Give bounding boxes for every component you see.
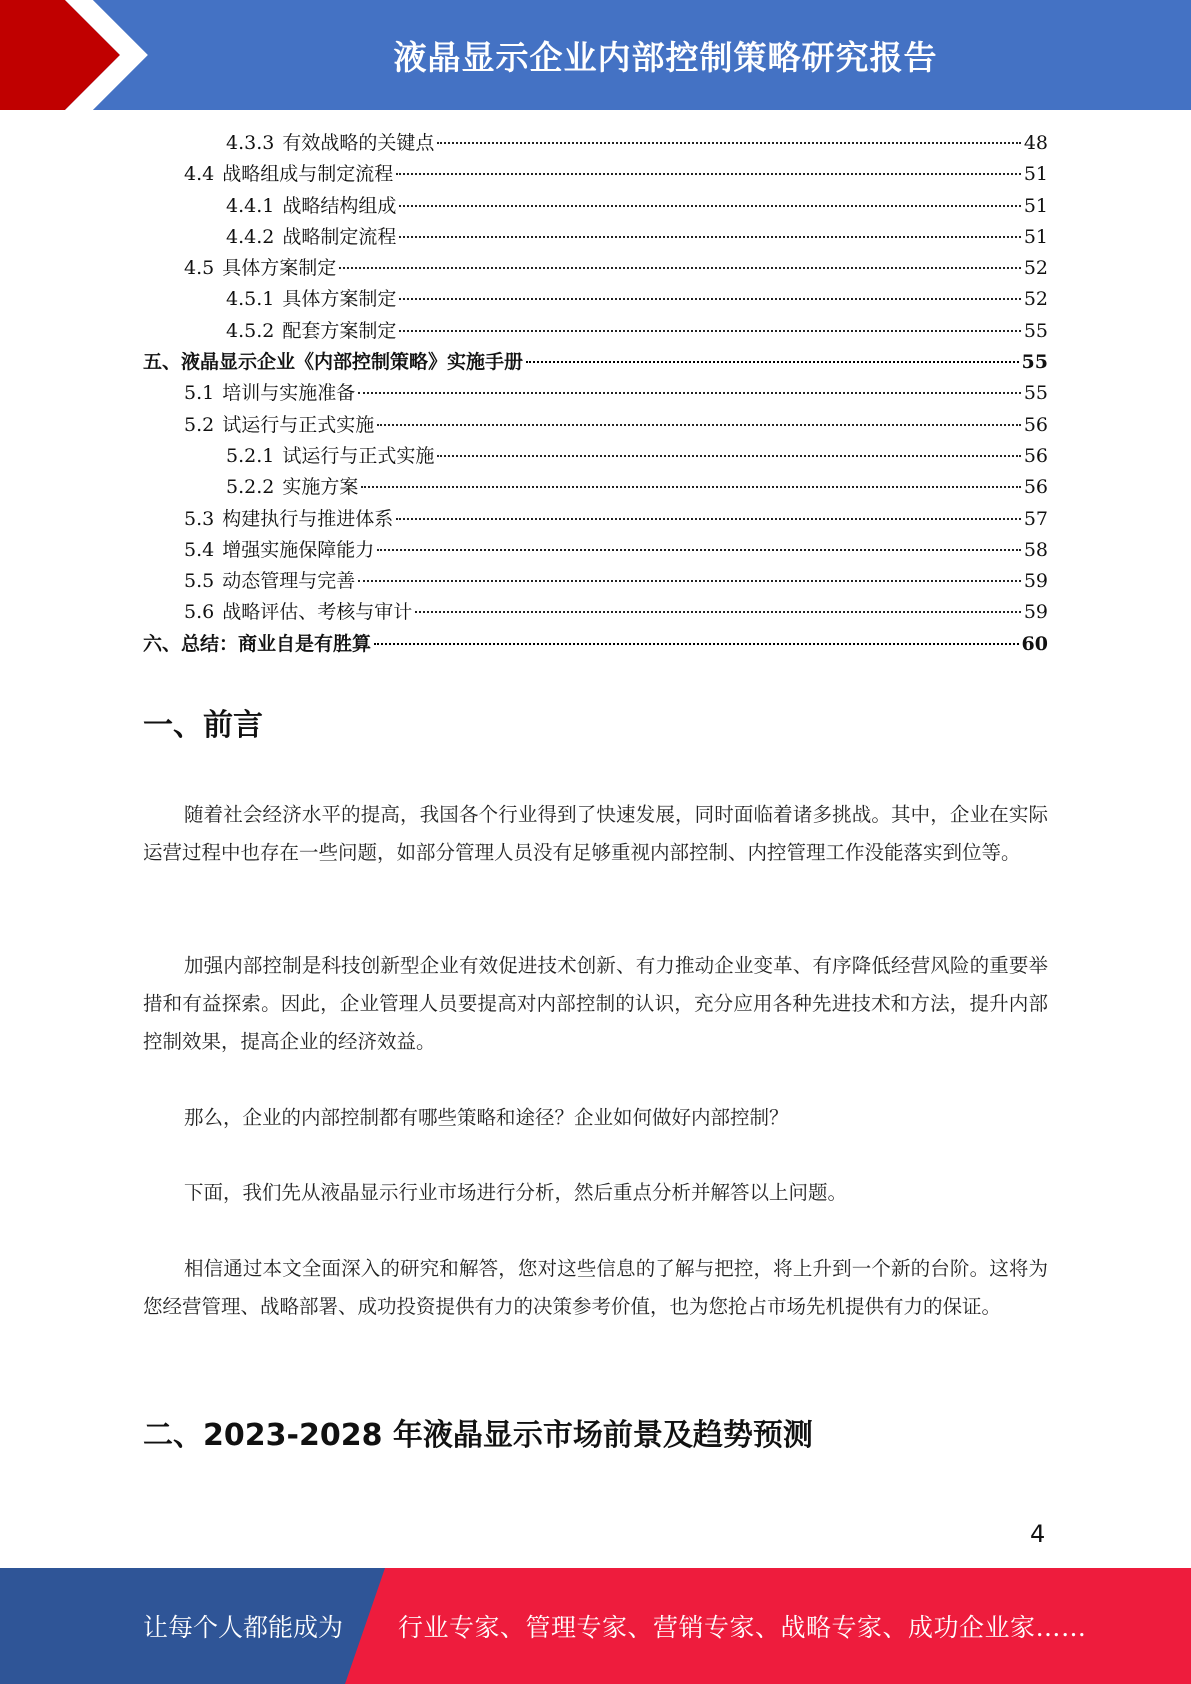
paragraph: 随着社会经济水平的提高，我国各个行业得到了快速发展，同时面临着诸多挑战。其中，企业在实际运营过程中也存在一些问题，如部分管理人员没有足够重视内部控制、内控管理工作没能落实到位等。 [143,803,1048,864]
toc-dot-leader [396,518,1021,520]
toc-entry-label: 动态管理与完善 [222,570,356,593]
toc-entry-label: 试运行与正式实施 [282,444,435,467]
toc-entry-label: 实施方案 [282,476,359,499]
toc-entry-number: 5.2.1 [226,444,275,467]
toc-entry-label: 增强实施保障能力 [222,538,375,561]
toc-entry-page: 56 [1023,444,1048,467]
toc-entry[interactable] [143,566,1048,597]
toc-entry-label: 具体方案制定 [282,288,397,311]
toc-entry[interactable] [143,410,1048,441]
toc-entry-number: 4.5.1 [226,288,275,311]
table-of-contents [143,128,1048,660]
toc-dot-leader [377,549,1021,551]
toc-entry-page: 56 [1023,476,1048,499]
paragraph: 加强内部控制是科技创新型企业有效促进技术创新、有力推动企业变革、有序降低经营风险的重要举措和有益探索。因此，企业管理人员要提高对内部控制的认识，充分应用各种先进技术和方法，提升内部控制效果，提高企业的经济效益。 [143,954,1048,1053]
toc-dot-leader [361,486,1020,488]
header-red-arrow-decoration [0,0,150,110]
toc-entry-page: 52 [1023,288,1048,311]
toc-entry[interactable] [143,191,1048,222]
toc-dot-leader [358,580,1021,582]
toc-entry-page: 59 [1023,601,1048,624]
toc-entry-page: 59 [1023,570,1048,593]
toc-dot-leader [396,173,1021,175]
toc-entry-page: 56 [1023,413,1048,436]
toc-dot-leader [377,424,1021,426]
toc-entry-label: 配套方案制定 [282,319,397,342]
paragraph: 下面，我们先从液晶显示行业市场进行分析，然后重点分析并解答以上问题。 [184,1181,848,1204]
toc-dot-leader [339,267,1021,269]
paragraph: 那么，企业的内部控制都有哪些策略和途径？企业如何做好内部控制？ [184,1106,789,1129]
toc-entry-page: 52 [1023,257,1048,280]
toc-entry-number: 5.2 [184,413,215,436]
toc-entry-number: 4.3.3 [226,132,275,154]
toc-dot-leader [437,142,1020,144]
toc-entry-number: 5.3 [184,507,215,530]
toc-dot-leader [399,298,1020,300]
toc-entry[interactable] [143,347,1048,378]
toc-entry[interactable] [143,629,1048,660]
toc-entry-page: 51 [1023,163,1048,186]
toc-entry-number: 5.1 [184,382,215,405]
toc-entry[interactable] [143,316,1048,347]
section-heading-preface: 一、前言 [143,708,263,743]
toc-dot-leader [415,611,1021,613]
toc-entry-number: 4.5.2 [226,319,275,342]
footer-slogan-right: 行业专家、管理专家、营销专家、战略专家、成功企业家…… [398,1613,1087,1642]
toc-entry-page: 48 [1023,132,1048,154]
toc-entry-number: 5.2.2 [226,476,275,499]
toc-entry-page: 55 [1021,351,1048,374]
toc-entry[interactable] [143,535,1048,566]
header-title: 液晶显示企业内部控制策略研究报告 [393,37,938,77]
toc-entry-page: 58 [1023,538,1048,561]
toc-entry-label: 战略评估、考核与审计 [222,601,413,624]
toc-entry[interactable] [143,472,1048,503]
toc-entry-label: 五、液晶显示企业《内部控制策略》实施手册 [143,351,524,374]
toc-entry[interactable] [143,504,1048,535]
toc-entry-page: 51 [1023,225,1048,248]
toc-entry[interactable] [143,441,1048,472]
page-header [0,0,1191,110]
section-heading-market-forecast: 二、2023-2028 年液晶显示市场前景及趋势预测 [143,1418,813,1453]
toc-entry-page: 55 [1023,382,1048,405]
toc-entry-label: 构建执行与推进体系 [222,507,394,530]
toc-dot-leader [399,330,1020,332]
toc-entry[interactable] [143,378,1048,409]
paragraph: 相信通过本文全面深入的研究和解答，您对这些信息的了解与把控，将上升到一个新的台阶。这将为您经营管理、战略部署、成功投资提供有力的决策参考价值，也为您抢占市场先机提供有力的保证。 [143,1257,1048,1318]
toc-entry[interactable] [143,284,1048,315]
toc-entry-label: 具体方案制定 [222,257,337,280]
toc-entry-label: 六、总结：商业自是有胜算 [143,632,372,655]
toc-entry[interactable] [143,159,1048,190]
toc-entry-page: 60 [1021,632,1048,655]
toc-dot-leader [358,392,1021,394]
toc-dot-leader [399,205,1020,207]
toc-entry[interactable] [143,253,1048,284]
toc-entry-number: 4.4 [184,163,215,186]
toc-entry-label: 试运行与正式实施 [222,413,375,436]
toc-entry-label: 培训与实施准备 [222,382,356,405]
toc-entry-label: 战略制定流程 [282,225,397,248]
toc-dot-leader [437,455,1020,457]
page-footer [0,1568,1191,1684]
toc-entry-page: 51 [1023,194,1048,217]
toc-entry-label: 战略组成与制定流程 [222,163,394,186]
toc-entry-number: 5.5 [184,570,215,593]
toc-entry-label: 战略结构组成 [282,194,397,217]
toc-entry-page: 55 [1023,319,1048,342]
toc-entry[interactable] [143,597,1048,628]
toc-dot-leader [399,236,1020,238]
toc-entry-number: 4.4.1 [226,194,275,217]
toc-dot-leader [374,643,1019,645]
page-number: 4 [1030,1520,1046,1548]
toc-entry[interactable] [143,128,1048,159]
toc-entry-label: 有效战略的关键点 [282,132,435,154]
toc-entry[interactable] [143,222,1048,253]
toc-entry-number: 4.4.2 [226,225,275,248]
toc-entry-number: 5.4 [184,538,215,561]
toc-entry-number: 5.6 [184,601,215,624]
footer-slogan-left: 让每个人都能成为 [143,1613,344,1642]
toc-entry-page: 57 [1023,507,1048,530]
toc-dot-leader [526,361,1019,363]
toc-entry-number: 4.5 [184,257,215,280]
